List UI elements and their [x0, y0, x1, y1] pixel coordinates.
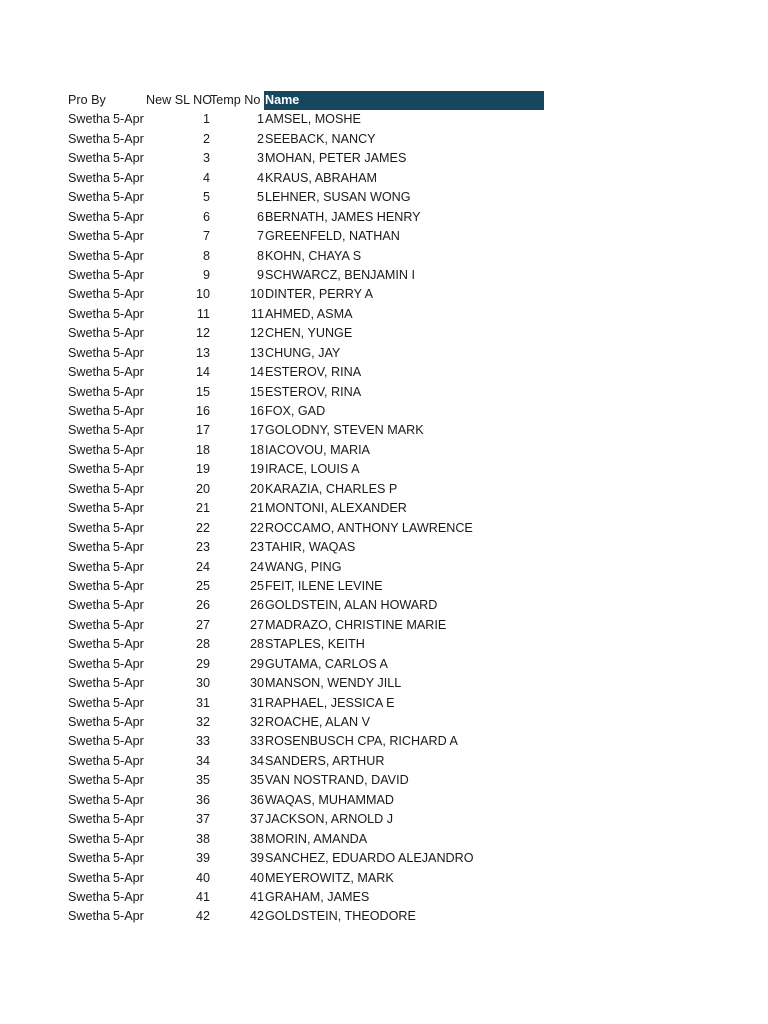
- new-sl-no-cell: 13: [195, 345, 210, 360]
- date-cell: 5-Apr: [113, 540, 144, 555]
- temp-no-cell: 30: [249, 676, 264, 691]
- table-row: [68, 655, 544, 674]
- pro-by-cell: Swetha: [68, 831, 111, 846]
- new-sl-no-cell: 21: [195, 501, 210, 516]
- name-cell: GUTAMA, CARLOS A: [265, 656, 388, 671]
- name-cell: IACOVOU, MARIA: [265, 442, 370, 457]
- pro-by-cell: Swetha: [68, 306, 111, 321]
- new-sl-no-cell: 3: [202, 151, 210, 166]
- name-cell: VAN NOSTRAND, DAVID: [265, 773, 409, 788]
- temp-no-cell: 1: [256, 112, 264, 127]
- name-cell: SANCHEZ, EDUARDO ALEJANDRO: [265, 851, 474, 866]
- pro-by-cell: Swetha: [68, 112, 111, 127]
- temp-no-cell: 11: [250, 306, 264, 321]
- temp-no-cell: 31: [249, 695, 264, 710]
- new-sl-no-cell: 40: [195, 870, 210, 885]
- table-row: [68, 907, 544, 926]
- pro-by-cell: Swetha: [68, 617, 111, 632]
- temp-no-cell: 34: [249, 753, 264, 768]
- date-cell: 5-Apr: [113, 637, 144, 652]
- temp-no-cell: 2: [256, 131, 264, 146]
- new-sl-no-cell: 15: [195, 384, 210, 399]
- table-row: [68, 110, 544, 129]
- name-cell: FOX, GAD: [265, 404, 326, 418]
- pro-by-cell: Swetha: [68, 656, 111, 671]
- table-row: [68, 169, 544, 188]
- pro-by-cell: Swetha: [68, 909, 111, 924]
- name-cell: KRAUS, ABRAHAM: [265, 170, 377, 185]
- name-cell: JACKSON, ARNOLD J: [265, 812, 394, 827]
- pro-by-cell: Swetha: [68, 851, 111, 866]
- pro-by-cell: Swetha: [68, 695, 111, 710]
- temp-no-cell: 29: [249, 656, 264, 671]
- date-cell: 5-Apr: [113, 578, 144, 593]
- pro-by-cell: Swetha: [68, 462, 111, 477]
- new-sl-no-cell: 1: [202, 112, 210, 127]
- new-sl-no-cell: 12: [195, 326, 210, 341]
- table-row: [68, 402, 544, 421]
- temp-no-cell: 25: [249, 578, 264, 593]
- date-cell: 5-Apr: [113, 870, 144, 885]
- table-row: [68, 849, 544, 868]
- table-row: [68, 188, 544, 207]
- new-sl-no-cell: 33: [195, 734, 210, 749]
- table-row: [68, 285, 544, 304]
- table-row: [68, 305, 544, 324]
- date-cell: 5-Apr: [113, 501, 144, 516]
- table-row: [68, 149, 544, 168]
- temp-no-cell: 41: [249, 889, 264, 904]
- pro-by-cell: Swetha: [68, 151, 111, 166]
- temp-no-cell: 3: [256, 151, 264, 166]
- table-row: [68, 752, 544, 771]
- pro-by-cell: Swetha: [68, 501, 111, 516]
- name-cell: RAPHAEL, JESSICA E: [265, 695, 395, 710]
- date-cell: 5-Apr: [113, 306, 144, 321]
- temp-no-cell: 24: [249, 559, 264, 574]
- new-sl-no-cell: 41: [195, 889, 210, 904]
- new-sl-no-cell: 10: [195, 287, 210, 302]
- new-sl-no-cell: 5: [202, 190, 210, 205]
- date-cell: 5-Apr: [113, 423, 144, 438]
- new-sl-no-cell: 27: [195, 617, 210, 632]
- pro-by-cell: Swetha: [68, 170, 111, 185]
- pro-by-cell: Swetha: [68, 209, 111, 224]
- date-cell: 5-Apr: [113, 889, 144, 904]
- pro-by-cell: Swetha: [68, 248, 111, 263]
- name-cell: SANDERS, ARTHUR: [265, 753, 385, 768]
- pro-by-cell: Swetha: [68, 637, 111, 652]
- pro-by-cell: Swetha: [68, 384, 111, 399]
- temp-no-cell: 14: [249, 365, 264, 380]
- name-cell: WAQAS, MUHAMMAD: [265, 792, 394, 807]
- header-name: Name: [264, 91, 544, 110]
- table-row: [68, 869, 544, 888]
- table-row: [68, 266, 544, 285]
- table-row: [68, 363, 544, 382]
- new-sl-no-cell: 37: [195, 812, 210, 827]
- table-row: [68, 888, 544, 907]
- date-cell: 5-Apr: [113, 345, 144, 360]
- pro-by-cell: Swetha: [68, 870, 111, 885]
- date-cell: 5-Apr: [113, 753, 144, 768]
- temp-no-cell: 4: [256, 170, 264, 185]
- new-sl-no-cell: 18: [195, 442, 210, 457]
- name-cell: BERNATH, JAMES HENRY: [265, 209, 421, 224]
- new-sl-no-cell: 23: [195, 540, 210, 555]
- date-cell: 5-Apr: [113, 190, 144, 205]
- name-cell: DINTER, PERRY A: [265, 287, 374, 302]
- table-row: [68, 208, 544, 227]
- table-row: [68, 227, 544, 246]
- new-sl-no-cell: 8: [202, 248, 210, 263]
- temp-no-cell: 15: [249, 384, 264, 399]
- pro-by-cell: Swetha: [68, 267, 111, 282]
- name-cell: LEHNER, SUSAN WONG: [265, 190, 411, 205]
- date-cell: 5-Apr: [113, 695, 144, 710]
- name-cell: ESTEROV, RINA: [265, 365, 362, 380]
- pro-by-cell: Swetha: [68, 326, 111, 341]
- temp-no-cell: 35: [249, 773, 264, 788]
- new-sl-no-cell: 30: [195, 676, 210, 691]
- temp-no-cell: 22: [249, 520, 264, 535]
- date-cell: 5-Apr: [113, 151, 144, 166]
- date-cell: 5-Apr: [113, 734, 144, 749]
- new-sl-no-cell: 34: [195, 753, 210, 768]
- table-row: [68, 130, 544, 149]
- temp-no-cell: 38: [249, 831, 264, 846]
- header-temp-no: Temp No: [210, 93, 261, 107]
- new-sl-no-cell: 9: [202, 267, 210, 282]
- temp-no-cell: 12: [249, 326, 264, 341]
- name-cell: CHEN, YUNGE: [265, 326, 353, 341]
- temp-no-cell: 21: [249, 501, 264, 516]
- temp-no-cell: 16: [249, 404, 264, 418]
- new-sl-no-cell: 28: [195, 637, 210, 652]
- date-cell: 5-Apr: [113, 442, 144, 457]
- pro-by-cell: Swetha: [68, 753, 111, 768]
- pro-by-cell: Swetha: [68, 559, 111, 574]
- name-cell: ROCCAMO, ANTHONY LAWRENCE: [265, 520, 473, 535]
- date-cell: 5-Apr: [113, 481, 144, 496]
- name-cell: AHMED, ASMA: [265, 306, 353, 321]
- name-cell: AMSEL, MOSHE: [265, 112, 361, 127]
- temp-no-cell: 36: [249, 792, 264, 807]
- new-sl-no-cell: 32: [195, 715, 210, 729]
- date-cell: 5-Apr: [113, 812, 144, 827]
- pro-by-cell: Swetha: [68, 773, 111, 788]
- new-sl-no-cell: 39: [195, 851, 210, 866]
- spreadsheet-table: [68, 91, 544, 927]
- date-cell: 5-Apr: [113, 617, 144, 632]
- name-cell: SEEBACK, NANCY: [265, 131, 376, 146]
- pro-by-cell: Swetha: [68, 131, 111, 146]
- date-cell: 5-Apr: [113, 831, 144, 846]
- pro-by-cell: Swetha: [68, 190, 111, 205]
- name-cell: MADRAZO, CHRISTINE MARIE: [265, 617, 447, 632]
- pro-by-cell: Swetha: [68, 520, 111, 535]
- temp-no-cell: 7: [256, 229, 264, 244]
- table-row: [68, 810, 544, 829]
- table-row: [68, 694, 544, 713]
- temp-no-cell: 19: [249, 462, 264, 477]
- table-row: [68, 674, 544, 693]
- new-sl-no-cell: 6: [202, 209, 210, 224]
- header-row: [68, 91, 544, 110]
- date-cell: 5-Apr: [113, 792, 144, 807]
- date-cell: 5-Apr: [113, 365, 144, 380]
- new-sl-no-cell: 14: [195, 365, 210, 380]
- name-cell: GRAHAM, JAMES: [265, 889, 370, 904]
- new-sl-no-cell: 24: [195, 559, 210, 574]
- name-cell: SCHWARCZ, BENJAMIN I: [265, 267, 415, 282]
- temp-no-cell: 23: [249, 540, 264, 555]
- table-row: [68, 732, 544, 751]
- new-sl-no-cell: 35: [195, 773, 210, 788]
- pro-by-cell: Swetha: [68, 578, 111, 593]
- table-row: [68, 441, 544, 460]
- date-cell: 5-Apr: [113, 851, 144, 866]
- table-row: [68, 616, 544, 635]
- table-row: [68, 460, 544, 479]
- date-cell: 5-Apr: [113, 384, 144, 399]
- table-row: [68, 538, 544, 557]
- pro-by-cell: Swetha: [68, 734, 111, 749]
- temp-no-cell: 28: [249, 637, 264, 652]
- name-cell: TAHIR, WAQAS: [265, 540, 356, 555]
- date-cell: 5-Apr: [113, 676, 144, 691]
- name-cell: ROSENBUSCH CPA, RICHARD A: [265, 734, 458, 749]
- date-cell: 5-Apr: [113, 520, 144, 535]
- date-cell: 5-Apr: [113, 229, 144, 244]
- name-cell: MORIN, AMANDA: [265, 831, 368, 846]
- name-cell: GOLODNY, STEVEN MARK: [265, 423, 424, 438]
- pro-by-cell: Swetha: [68, 442, 111, 457]
- table-row: [68, 558, 544, 577]
- date-cell: 5-Apr: [113, 656, 144, 671]
- pro-by-cell: Swetha: [68, 715, 111, 729]
- date-cell: 5-Apr: [113, 170, 144, 185]
- name-cell: MONTONI, ALEXANDER: [265, 501, 407, 516]
- name-cell: WANG, PING: [265, 559, 342, 574]
- date-cell: 5-Apr: [113, 909, 144, 924]
- date-cell: 5-Apr: [113, 773, 144, 788]
- table-row: [68, 577, 544, 596]
- temp-no-cell: 40: [249, 870, 264, 885]
- pro-by-cell: Swetha: [68, 365, 111, 380]
- date-cell: 5-Apr: [113, 131, 144, 146]
- temp-no-cell: 42: [249, 909, 264, 924]
- name-cell: STAPLES, KEITH: [265, 637, 365, 652]
- new-sl-no-cell: 17: [195, 423, 210, 438]
- new-sl-no-cell: 25: [195, 578, 210, 593]
- new-sl-no-cell: 26: [195, 598, 210, 613]
- name-cell: CHUNG, JAY: [265, 345, 341, 360]
- table-row: [68, 383, 544, 402]
- new-sl-no-cell: 4: [202, 170, 210, 185]
- name-cell: MANSON, WENDY JILL: [265, 676, 402, 691]
- temp-no-cell: 6: [256, 209, 264, 224]
- date-cell: 5-Apr: [113, 598, 144, 613]
- name-cell: ROACHE, ALAN V: [265, 715, 370, 729]
- new-sl-no-cell: 22: [195, 520, 210, 535]
- table-row: [68, 421, 544, 440]
- pro-by-cell: Swetha: [68, 229, 111, 244]
- temp-no-cell: 10: [249, 287, 264, 302]
- table-row: [68, 791, 544, 810]
- date-cell: 5-Apr: [113, 112, 144, 127]
- table-row: [68, 247, 544, 266]
- table-row: [68, 499, 544, 518]
- new-sl-no-cell: 19: [195, 462, 210, 477]
- temp-no-cell: 26: [249, 598, 264, 613]
- name-cell: GOLDSTEIN, THEODORE: [265, 909, 416, 924]
- temp-no-cell: 27: [249, 617, 264, 632]
- pro-by-cell: Swetha: [68, 481, 111, 496]
- temp-no-cell: 20: [249, 481, 264, 496]
- name-cell: KARAZIA, CHARLES P: [265, 481, 398, 496]
- pro-by-cell: Swetha: [68, 676, 111, 691]
- date-cell: 5-Apr: [113, 404, 144, 418]
- date-cell: 5-Apr: [113, 326, 144, 341]
- pro-by-cell: Swetha: [68, 792, 111, 807]
- temp-no-cell: 5: [256, 190, 264, 205]
- name-cell: IRACE, LOUIS A: [265, 462, 360, 477]
- pro-by-cell: Swetha: [68, 404, 111, 418]
- pro-by-cell: Swetha: [68, 540, 111, 555]
- temp-no-cell: 32: [249, 715, 264, 729]
- table-row: [68, 519, 544, 538]
- table-row: [68, 830, 544, 849]
- temp-no-cell: 18: [249, 442, 264, 457]
- name-cell: GREENFELD, NATHAN: [265, 229, 400, 244]
- new-sl-no-cell: 38: [195, 831, 210, 846]
- date-cell: 5-Apr: [113, 287, 144, 302]
- name-cell: GOLDSTEIN, ALAN HOWARD: [265, 598, 438, 613]
- table-row: [68, 596, 544, 615]
- date-cell: 5-Apr: [113, 559, 144, 574]
- name-cell: FEIT, ILENE LEVINE: [265, 578, 383, 593]
- new-sl-no-cell: 29: [195, 656, 210, 671]
- new-sl-no-cell: 7: [202, 229, 210, 244]
- table-row: [68, 344, 544, 363]
- new-sl-no-cell: 16: [195, 404, 210, 418]
- temp-no-cell: 39: [249, 851, 264, 866]
- pro-by-cell: Swetha: [68, 889, 111, 904]
- name-cell: KOHN, CHAYA S: [265, 248, 362, 263]
- new-sl-no-cell: 11: [196, 306, 210, 321]
- temp-no-cell: 33: [249, 734, 264, 749]
- date-cell: 5-Apr: [113, 267, 144, 282]
- temp-no-cell: 17: [249, 423, 264, 438]
- date-cell: 5-Apr: [113, 248, 144, 263]
- header-pro-by: Pro By: [68, 93, 106, 107]
- new-sl-no-cell: 31: [195, 695, 210, 710]
- pro-by-cell: Swetha: [68, 423, 111, 438]
- pro-by-cell: Swetha: [68, 287, 111, 302]
- pro-by-cell: Swetha: [68, 345, 111, 360]
- name-cell: MOHAN, PETER JAMES: [265, 151, 407, 166]
- table-row: [68, 771, 544, 790]
- header-new-sl-no: New SL NO: [146, 93, 213, 107]
- temp-no-cell: 37: [249, 812, 264, 827]
- pro-by-cell: Swetha: [68, 812, 111, 827]
- pro-by-cell: Swetha: [68, 598, 111, 613]
- new-sl-no-cell: 36: [195, 792, 210, 807]
- date-cell: 5-Apr: [113, 462, 144, 477]
- temp-no-cell: 8: [256, 248, 264, 263]
- table-row: [68, 635, 544, 654]
- temp-no-cell: 13: [249, 345, 264, 360]
- date-cell: 5-Apr: [113, 715, 144, 729]
- new-sl-no-cell: 2: [202, 131, 210, 146]
- name-cell: ESTEROV, RINA: [265, 384, 362, 399]
- name-cell: MEYEROWITZ, MARK: [265, 870, 394, 885]
- new-sl-no-cell: 20: [195, 481, 210, 496]
- table-row: [68, 480, 544, 499]
- temp-no-cell: 9: [256, 267, 264, 282]
- new-sl-no-cell: 42: [195, 909, 210, 924]
- date-cell: 5-Apr: [113, 209, 144, 224]
- table-row: [68, 713, 544, 732]
- table-body: [68, 110, 544, 926]
- table-row: [68, 324, 544, 343]
